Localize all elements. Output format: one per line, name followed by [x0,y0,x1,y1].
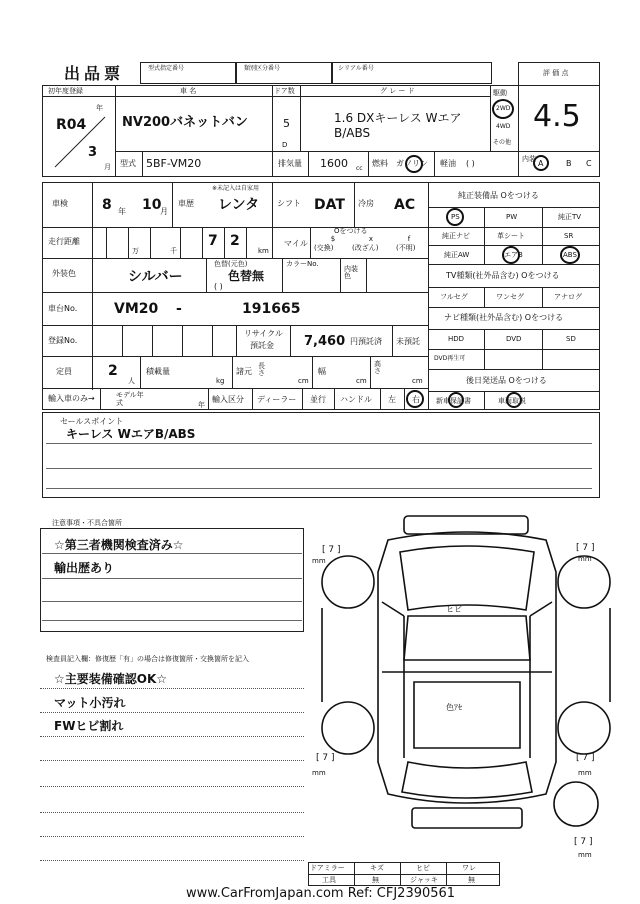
tire-fr-tread: [ 7 ] [576,543,595,553]
reg-year: R04 [56,117,87,133]
displacement-label: 排気量 [278,159,302,168]
import-dealer: ディーラー [257,395,297,404]
odometer-altered-sub: (改ざん) [352,244,379,252]
form-title: 出品票 [64,64,125,83]
length-label: 長さ [258,362,265,377]
interior-a: A [538,159,544,168]
cc-unit: cc [356,165,363,172]
color-change-value: 色替無 [228,269,265,283]
tv-analog: アナログ [554,293,582,301]
odometer-exchange: $ [330,235,336,243]
ac-label: 冷房 [358,199,374,208]
note-line-5: FWヒビ割れ [54,719,124,733]
car-history: レンタ [218,197,260,213]
legend-scratch: キズ [370,864,384,872]
fuel-gasoline: ガソリン [396,159,428,168]
equip-airbag-circle [502,246,520,264]
later-warranty: 新車保証書 [436,397,471,405]
model-code: 5BF-VM20 [146,157,202,170]
odometer-exchange-sub: (交換) [314,244,334,252]
car-name: NV200バネットバン [122,115,248,130]
capacity-value: 2 [108,363,118,379]
tire-spare-mm: mm [578,851,592,859]
handle-left: 左 [388,395,396,404]
serial-label: シリアル番号 [338,65,374,72]
color-no-label: カラーNo. [286,260,319,268]
equip-navi: 純正ナビ [442,232,470,240]
footer-watermark: www.CarFromJapan.com Ref: CFJ2390561 [182,887,459,900]
grade-line2: B/ABS [334,126,371,140]
note-line-4: マット小汚れ [54,696,126,710]
equip-tv: 純正TV [558,213,582,221]
shift-label: シフト [277,199,301,208]
note-line-3: ☆主要装備確認OK☆ [54,672,168,686]
fuel-other: ( ) [466,159,475,168]
length-unit: cm [298,377,309,385]
tire-rl-tread: [ 7 ] [316,753,335,763]
notes-label: 注意事項・不具合箇所 [52,519,122,527]
equip-ps: PS [451,213,460,221]
width-label: 幅 [318,367,326,376]
later-manual: 車両取説 [498,397,526,405]
category-label: 類別区分番号 [244,65,281,72]
inspection-year: 8 [102,197,112,213]
sales-point-box [42,412,600,498]
tv-oneseg: ワンセグ [496,293,524,301]
interior-label: 内装 [522,155,536,163]
reg-month: 3 [88,145,98,160]
equip-ps-circle [446,208,464,226]
mileage-digit-1: 7 [208,233,218,249]
tire-fl-mm: mm [312,557,326,565]
navi-sd: SD [566,335,576,343]
navi-title: ナビ種類(社外品含む) Oをつける [444,313,564,322]
handle-label: ハンドル [340,395,372,404]
model-year-label: モデル年式 [116,391,144,407]
height-label: 高さ [374,360,381,375]
odometer-circle-note: Oをつける [334,227,368,235]
door-suffix: D [282,141,288,149]
equip-pw: PW [506,213,518,221]
recycle-label: リサイクル [244,329,283,338]
history-label: 車歴 [178,199,194,208]
color-label: 外装色 [52,269,76,278]
recycle-unpaid: 未預託 [396,337,420,346]
fuel-label: 燃料 [372,159,388,168]
interior-b: B [566,159,572,168]
legend-tools: 工具 [322,876,336,884]
tire-rr-tread: [ 7 ] [576,753,595,763]
type-cert-label: 型式指定番号 [148,65,185,72]
km-unit: km [258,247,269,255]
interior-c: C [586,159,592,168]
dims-label: 諸元 [236,367,252,376]
note-line-2: 輸出歴あり [54,561,115,575]
ac-value: AC [394,197,416,213]
drive-label: 駆動 [493,89,507,97]
drive-other: その他 [493,139,512,146]
chassis-label: 車台No. [48,304,78,313]
inspector-label: 検査員記入欄：修復歴「有」の場合は修復箇所・交換箇所を記入 [46,655,249,663]
tire-spare-tread: [ 7 ] [574,837,593,847]
height-unit: cm [412,377,423,385]
mileage-digit-2: 2 [230,233,240,249]
navi-dvd-player: DVD再生可 [434,355,466,362]
history-note: ※未記入は自家用 [212,185,260,192]
tire-fl-tread: [ 7 ] [322,545,341,555]
exterior-color: シルバー [128,269,183,285]
equip-aw: 純正AW [444,251,470,259]
import-class-label: 輸入区分 [212,395,244,404]
navi-dvd: DVD [506,335,522,343]
damage-mark-iro: 色ｱｾ [446,703,462,712]
legend-crack: ヒビ [416,864,430,872]
equip-abs: ABS [563,251,577,259]
navi-hdd: HDD [448,335,465,343]
legend-dent: ワレ [462,864,476,872]
inspection-label: 車検 [52,199,68,208]
chassis-prefix: VM20 [114,301,159,317]
chassis-dash: - [176,301,182,317]
score-value: 4.5 [533,99,581,134]
chassis-number: 191665 [242,301,301,317]
recycle-paid: 円預託済 [350,337,382,346]
equip-leather: 革シート [497,232,525,240]
model-year-unit: 年 [198,401,205,409]
car-body-diagram [318,512,618,852]
width-unit: cm [356,377,367,385]
mile-label: マイル [284,239,308,248]
sales-point-text: キーレス WエアB/ABS [66,427,196,441]
recycle-sub: 預託金 [250,341,274,350]
drive-2wd-circle [492,99,514,119]
model-label: 型式 [120,159,136,168]
fuel-gasoline-circle [405,155,423,173]
inspection-month-unit: 月 [160,207,168,216]
reg-diagonal [50,112,110,172]
load-label: 積載量 [146,367,170,376]
tire-fr-mm: mm [578,555,592,563]
interior-color-label: 内装色 [344,265,358,280]
fuel-diesel: 軽油 [440,159,456,168]
inspection-month: 10 [142,197,162,213]
score-label: 評 価 点 [543,69,569,77]
drive-2wd: 2WD [496,105,511,112]
inspection-year-unit: 年 [118,207,126,216]
handle-right-circle [406,390,424,408]
sen-unit: 千 [170,247,177,255]
import-parallel: 並行 [310,395,326,404]
capacity-label: 定員 [56,367,72,376]
legend-tools-none: 無 [372,876,379,884]
equip-sr: SR [564,232,574,240]
import-label: 輸入車のみ→ [48,394,95,403]
month-unit: 月 [104,163,111,171]
note-line-1: ☆第三者機関検査済み☆ [54,538,184,552]
year-unit: 年 [96,104,103,112]
color-change-paren: ( ) [214,282,223,291]
man-unit: 万 [132,247,139,255]
recycle-amount: 7,460 [304,334,346,349]
later-title: 後日発送品 Oをつける [466,376,547,385]
car-name-label: 車 名 [180,87,197,95]
shift-type: DAT [314,197,345,213]
grade-label: グ レ ー ド [380,87,415,95]
odometer-unknown: f [407,235,411,243]
legend-jack-none: 無 [468,876,475,884]
tire-rl-mm: mm [312,769,326,777]
interior-a-circle [533,155,549,171]
color-change-label: 色替(元色) [214,260,248,268]
equip-abs-circle [560,246,580,264]
drive-4wd: 4WD [496,123,511,130]
load-unit: kg [216,377,225,385]
doors-label: ドア数 [274,87,295,95]
mileage-label: 走行距離 [48,237,80,246]
legend-jack: ジャッキ [410,876,438,884]
tv-title: TV種類(社外品含む) Oをつける [446,271,560,280]
first-reg-label: 初年度登録 [48,87,83,95]
displacement: 1600 [320,157,348,170]
tv-fullseg: フルセグ [440,293,468,301]
door-count: 5 [283,117,290,130]
odometer-unknown-sub: (不明) [396,244,416,252]
sales-point-label: セールスポイント [60,417,124,426]
odometer-altered: x [368,235,374,243]
grade-line1: 1.6 DXキーレス Wエア [334,111,462,125]
legend-door-mirror: ドアミラー [310,864,345,872]
later-manual-circle [506,392,522,408]
equip-airbag: エアB [504,251,523,259]
tire-rr-mm: mm [578,769,592,777]
later-warranty-circle [448,392,464,408]
reg-no-label: 登録No. [48,336,78,345]
oem-title: 純正装備品 Oをつける [458,191,539,200]
capacity-unit: 人 [128,377,135,385]
handle-right: 右 [412,395,420,404]
damage-mark-hibi: ヒビ [446,605,462,614]
